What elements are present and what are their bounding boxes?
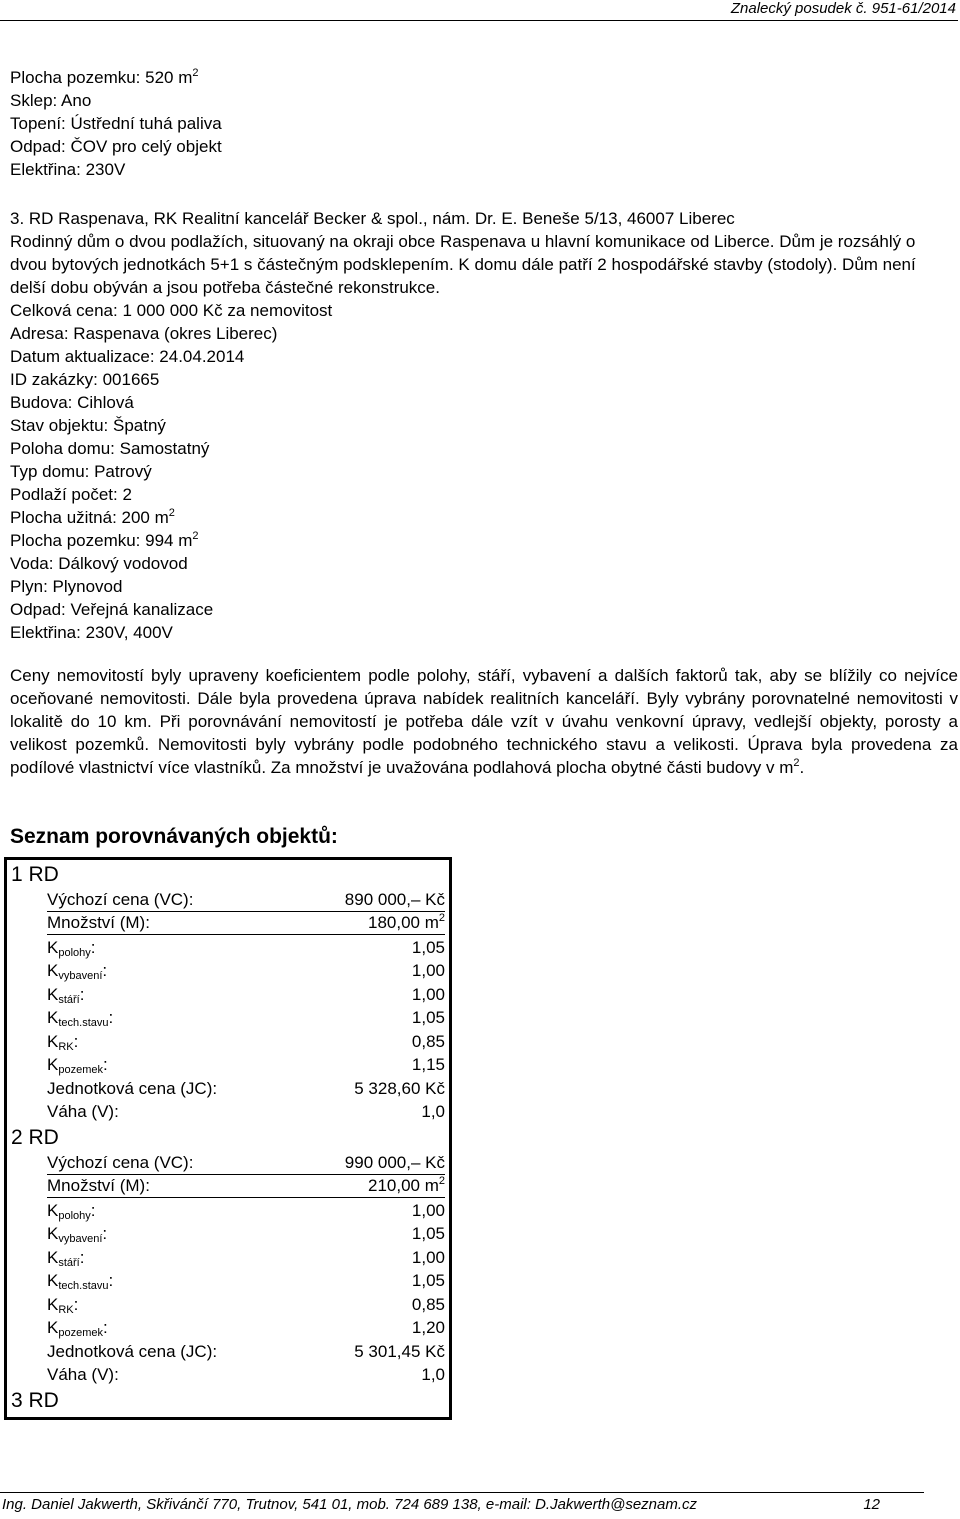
group-title: 1 RD (11, 863, 59, 886)
row-label-text: K (47, 1247, 59, 1267)
line-text: Voda: Dálkový vodovod (10, 554, 188, 573)
row-label (47, 1053, 108, 1076)
row-value-text: 0,85 (411, 1031, 445, 1051)
row-label-colon: : (108, 1008, 114, 1027)
row-label (47, 1199, 96, 1222)
row-label-sub: polohy (58, 946, 91, 959)
text-line (10, 207, 955, 230)
row-value-text: 1,00 (411, 1247, 445, 1267)
row-label-sub: RK (58, 1040, 74, 1053)
table-row (47, 1339, 445, 1363)
table-row (47, 1076, 445, 1100)
table-row (47, 1198, 445, 1222)
row-value-text: 1,00 (411, 961, 445, 980)
row-label-text: K (47, 1031, 59, 1051)
row-label (47, 1006, 113, 1029)
row-label-text: Množství (M): (47, 911, 217, 935)
table-row (47, 912, 445, 936)
row-label-text: Výchozí cena (VC): (47, 888, 217, 912)
line-text: Podlaží počet: 2 (10, 485, 132, 504)
text-line (10, 598, 955, 621)
table-row (47, 959, 445, 983)
row-label (47, 936, 96, 959)
row-value-text: 5 301,45 Kč (354, 1341, 445, 1361)
row-value-text: 1,05 (411, 937, 445, 957)
row-label (47, 1030, 78, 1053)
row-value (412, 1316, 445, 1339)
adjustment-paragraph (10, 664, 958, 779)
row-value (217, 1151, 445, 1175)
row-label-sub: polohy (58, 1209, 91, 1222)
row-label (47, 888, 217, 912)
text-line (10, 368, 955, 391)
line-text: Poloha domu: Samostatný (10, 439, 210, 458)
row-label (47, 1151, 217, 1175)
row-label (47, 1293, 78, 1316)
line-text: Odpad: ČOV pro celý objekt (10, 137, 222, 156)
row-label-colon: : (79, 1247, 85, 1267)
group-title: 2 RD (11, 1126, 59, 1149)
text-line (10, 529, 955, 552)
text-line (10, 621, 955, 644)
row-label-sub: RK (58, 1303, 74, 1316)
row-value (217, 888, 445, 912)
table-row (47, 1269, 445, 1293)
row-value-text: 210,00 m (367, 1176, 439, 1195)
row-label (47, 1363, 119, 1386)
line-sup: 2 (168, 507, 175, 519)
row-label-sub: tech.stavu (58, 1280, 109, 1292)
text-line (10, 391, 955, 414)
row-value-text: 1,0 (421, 1102, 445, 1121)
line-text: 3. RD Raspenava, RK Realitní kancelář Becker & spol., nám. Dr. E. Beneše 5/13, 46007 Liberec (10, 209, 735, 228)
line-text: Plocha užitná: 200 m (10, 508, 169, 527)
row-value (217, 911, 445, 935)
paragraph-sup: 2 (793, 757, 800, 769)
page-header (0, 0, 958, 21)
paragraph-text: Ceny nemovitostí byly upraveny koeficientem podle polohy, stáří, vybavení a dalších faktorů tak, aby se blížily co nejvíce oceňované nemovitosti. Dále byla provedena úprava nabídek realitních kanceláří. Byly vybrány porovnatelné nemovitosti v lokalitě do 10 km. Při porovnávání nemovitostí je potřeba dále vzít v úvahu venkovní úpravy, vedlejší objekty, porosty a velikost pozemků. Nemovitosti byly vybrány podle podobného technického stavu a velikosti. Úprava byla provedena za podílové vlastnictví více vlastníků. Za množství je uvažována podlahová plocha obytné části budovy v m (10, 666, 958, 777)
row-label-text: K (47, 1318, 59, 1337)
row-value (421, 1100, 445, 1123)
row-value (412, 959, 445, 982)
row-value (412, 1199, 445, 1222)
row-label (47, 1269, 113, 1292)
table-row (47, 1363, 445, 1387)
text-line (10, 483, 955, 506)
row-label (47, 1246, 84, 1269)
line-text: Elektřina: 230V, 400V (10, 623, 173, 642)
row-label-text: K (47, 961, 59, 980)
row-label-colon: : (90, 1200, 96, 1220)
table-row (47, 1245, 445, 1269)
row-label-sub: stáří (58, 993, 80, 1006)
row-value-text: 990 000,– Kč (344, 1152, 445, 1172)
table-row (47, 1053, 445, 1077)
comparison-table (4, 857, 452, 1420)
row-value (412, 1053, 445, 1076)
table-row (47, 982, 445, 1006)
row-label-text: K (47, 937, 59, 957)
text-line (10, 575, 955, 598)
row-label (47, 1100, 119, 1123)
text-line (10, 158, 222, 181)
line-sup: 2 (192, 67, 199, 79)
line-text: Plocha pozemku: 520 m (10, 68, 193, 87)
row-value (354, 1340, 445, 1363)
text-line (10, 135, 222, 158)
row-value (412, 1246, 445, 1269)
row-label-text: K (47, 1200, 59, 1220)
row-value-text: 1,0 (421, 1365, 445, 1384)
row-label (47, 1340, 217, 1363)
row-label-text: Množství (M): (47, 1174, 217, 1198)
text-line (10, 299, 955, 322)
comparison-group (7, 862, 449, 1123)
paragraph-end: . (799, 758, 805, 777)
row-label-colon: : (79, 984, 85, 1004)
line-text: Budova: Cihlová (10, 393, 134, 412)
row-value-text: 1,20 (411, 1318, 445, 1337)
row-label-colon: : (90, 937, 96, 957)
row-label-colon: : (102, 1055, 108, 1074)
table-row (47, 1222, 445, 1246)
row-label-text: Jednotková cena (JC): (47, 1341, 218, 1361)
property-3-details (10, 207, 955, 644)
section-title: Seznam porovnávaných objektů: (10, 825, 338, 848)
text-line (10, 345, 955, 368)
comparison-group (7, 1125, 449, 1386)
line-text: Typ domu: Patrový (10, 462, 152, 481)
row-value (412, 1006, 445, 1029)
table-row (47, 1100, 445, 1124)
row-label-colon: : (102, 1224, 108, 1243)
table-row (47, 888, 445, 912)
row-value-sup: 2 (438, 912, 445, 924)
row-label-text: K (47, 1224, 59, 1243)
row-label (47, 1316, 108, 1339)
row-value (217, 1174, 445, 1198)
comparison-group (7, 1388, 449, 1414)
row-label-text: Váha (V): (47, 1102, 119, 1121)
row-value-text: 1,00 (411, 1200, 445, 1220)
row-value-text: 1,15 (411, 1055, 445, 1074)
row-label-sub: vybavení (58, 1233, 103, 1245)
row-label-colon: : (102, 961, 108, 980)
row-label (47, 983, 84, 1006)
table-row (47, 1029, 445, 1053)
row-value (412, 1222, 445, 1245)
row-value (354, 1077, 445, 1100)
row-label-text: K (47, 1271, 59, 1290)
page-number: 12 (863, 1496, 880, 1513)
row-value-text: 5 328,60 Kč (354, 1078, 445, 1098)
text-line (10, 460, 955, 483)
row-value-text: 1,00 (411, 984, 445, 1004)
row-label-sub: tech.stavu (58, 1017, 109, 1029)
table-row (47, 935, 445, 959)
row-label (47, 1222, 107, 1245)
text-line (10, 66, 222, 89)
row-label-text: K (47, 1294, 59, 1314)
row-label-colon: : (73, 1031, 79, 1051)
footer-contact: Ing. Daniel Jakwerth, Skřivánčí 770, Trutnov, 541 01, mob. 724 689 138, e-mail: D.Jakwerth@seznam.cz (2, 1496, 698, 1513)
row-value-text: 1,05 (411, 1008, 445, 1027)
text-line (10, 552, 955, 575)
row-label-sub: stáří (58, 1256, 80, 1269)
line-text: Elektřina: 230V (10, 160, 126, 179)
table-row (47, 1006, 445, 1030)
row-value (412, 1293, 445, 1316)
table-row (47, 1316, 445, 1340)
line-text: Rodinný dům o dvou podlažích, situovaný na okraji obce Raspenava u hlavní komunikace od Liberce. Dům je rozsáhlý o dvou bytových jednotkách 5+1 s částečným podsklepením. K domu dále patří 2 hospodářské stavby (stodoly). Dům není delší dobu obýván a jsou potřeba částečné rekonstrukce. (10, 232, 916, 297)
line-sup: 2 (192, 530, 199, 542)
row-value-text: 0,85 (411, 1294, 445, 1314)
row-value (412, 1269, 445, 1292)
row-value-text: 1,05 (411, 1224, 445, 1243)
previous-property-params (10, 66, 222, 181)
row-label-text: Váha (V): (47, 1365, 119, 1384)
row-value-text: 890 000,– Kč (344, 889, 445, 909)
row-value (412, 983, 445, 1006)
table-row (47, 1292, 445, 1316)
row-label (47, 911, 217, 935)
line-text: Topení: Ústřední tuhá paliva (10, 114, 222, 133)
table-row (47, 1175, 445, 1199)
row-label-sub: pozemek (58, 1327, 103, 1339)
row-label-colon: : (102, 1318, 108, 1337)
row-label-text: K (47, 1008, 59, 1027)
row-label (47, 1174, 217, 1198)
row-label (47, 1077, 217, 1100)
text-line (10, 230, 955, 299)
row-value-text: 1,05 (411, 1271, 445, 1290)
row-value (421, 1363, 445, 1386)
row-label-text: K (47, 1055, 59, 1074)
row-label-text: Jednotková cena (JC): (47, 1078, 218, 1098)
line-text: Celková cena: 1 000 000 Kč za nemovitost (10, 301, 333, 320)
line-text: Plocha pozemku: 994 m (10, 531, 193, 550)
page-footer (0, 1492, 924, 1517)
row-label-sub: vybavení (58, 970, 103, 982)
line-text: Datum aktualizace: 24.04.2014 (10, 347, 245, 366)
text-line (10, 414, 955, 437)
line-text: ID zakázky: 001665 (10, 370, 160, 389)
row-label-text: Výchozí cena (VC): (47, 1151, 217, 1175)
text-line (10, 89, 222, 112)
line-text: Odpad: Veřejná kanalizace (10, 600, 214, 619)
text-line (10, 112, 222, 135)
line-text: Plyn: Plynovod (10, 577, 123, 596)
text-line (10, 506, 955, 529)
text-line (10, 322, 955, 345)
table-row (47, 1151, 445, 1175)
line-text: Stav objektu: Špatný (10, 416, 166, 435)
row-value (412, 1030, 445, 1053)
row-value (412, 936, 445, 959)
row-label-text: K (47, 984, 59, 1004)
row-label-colon: : (73, 1294, 79, 1314)
row-value-text: 180,00 m (367, 913, 439, 932)
row-label (47, 959, 107, 982)
row-label-colon: : (108, 1271, 114, 1290)
line-text: Sklep: Ano (10, 91, 92, 110)
line-text: Adresa: Raspenava (okres Liberec) (10, 324, 278, 343)
header-title: Znalecký posudek č. 951-61/2014 (730, 0, 956, 17)
group-title: 3 RD (11, 1389, 59, 1412)
row-value-sup: 2 (438, 1175, 445, 1187)
row-label-sub: pozemek (58, 1064, 103, 1076)
text-line (10, 437, 955, 460)
